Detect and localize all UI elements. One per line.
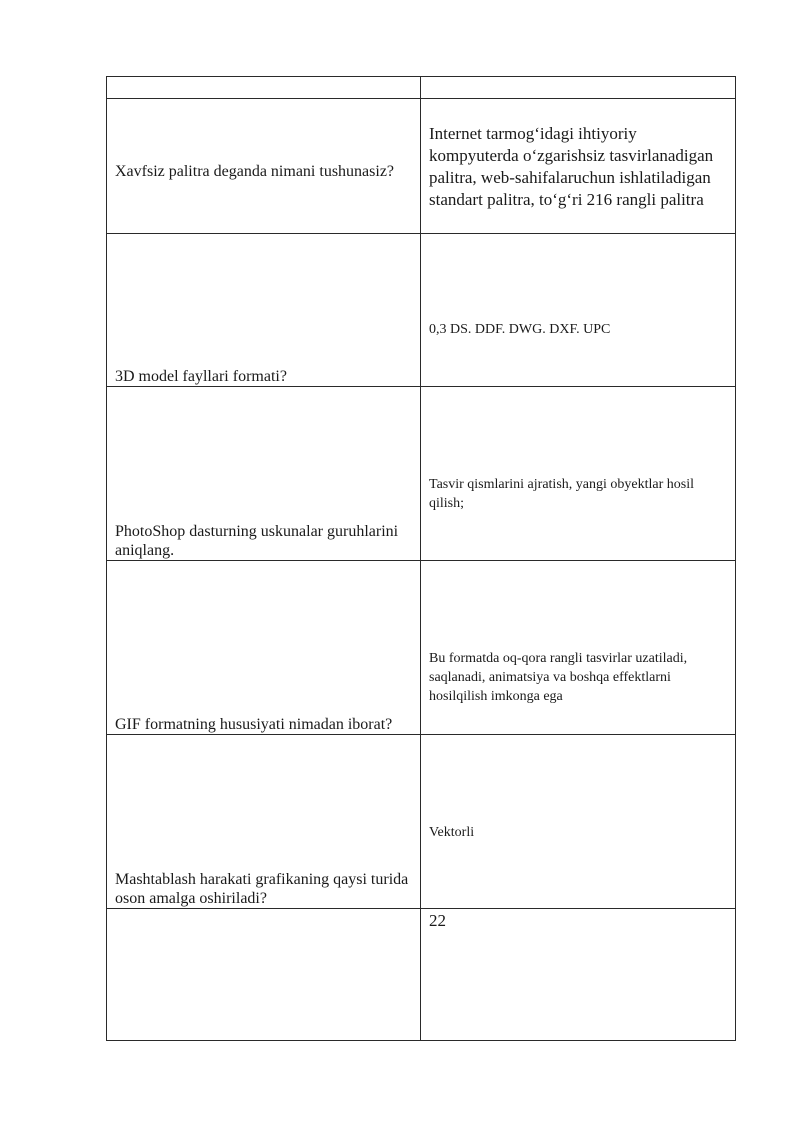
answer-cell: 0,3 DS. DDF. DWG. DXF. UPC <box>421 234 736 387</box>
table-row <box>107 99 736 234</box>
question-cell: PhotoShop dasturning uskunalar guruhlarini aniqlang. <box>107 387 421 561</box>
table-row <box>107 561 736 735</box>
answer-cell: Tasvir qismlarini ajratish, yangi obyektlar hosil qilish; <box>421 387 736 561</box>
qa-table <box>106 76 736 1041</box>
question-cell: GIF formatning hususiyati nimadan iborat? <box>107 561 421 735</box>
document-page <box>106 76 735 1042</box>
question-cell <box>107 77 421 99</box>
question-cell: Xavfsiz palitra deganda nimani tushunasiz? <box>107 99 421 234</box>
answer-cell <box>421 77 736 99</box>
question-cell <box>107 909 421 1041</box>
answer-cell: Vektorli <box>421 735 736 909</box>
answer-cell: Bu formatda oq-qora rangli tasvirlar uzatiladi, saqlanadi, animatsiya va boshqa effektlarni hosilqilish imkonga ega <box>421 561 736 735</box>
question-cell: Mashtablash harakati grafikaning qaysi turida oson amalga oshiriladi? <box>107 735 421 909</box>
answer-cell: Internet tarmog‘idagi ihtiyoriy kompyuterda o‘zgarishsiz tasvirlanadigan palitra, web-sahifalaruchun ishlatiladigan standart palitra, to‘g‘ri 216 rangli palitra <box>421 99 736 234</box>
table-row <box>107 77 736 99</box>
answer-cell: 22 <box>421 909 736 1041</box>
question-cell: 3D model fayllari formati? <box>107 234 421 387</box>
table-row <box>107 234 736 387</box>
table-row <box>107 387 736 561</box>
table-row <box>107 909 736 1041</box>
table-row <box>107 735 736 909</box>
